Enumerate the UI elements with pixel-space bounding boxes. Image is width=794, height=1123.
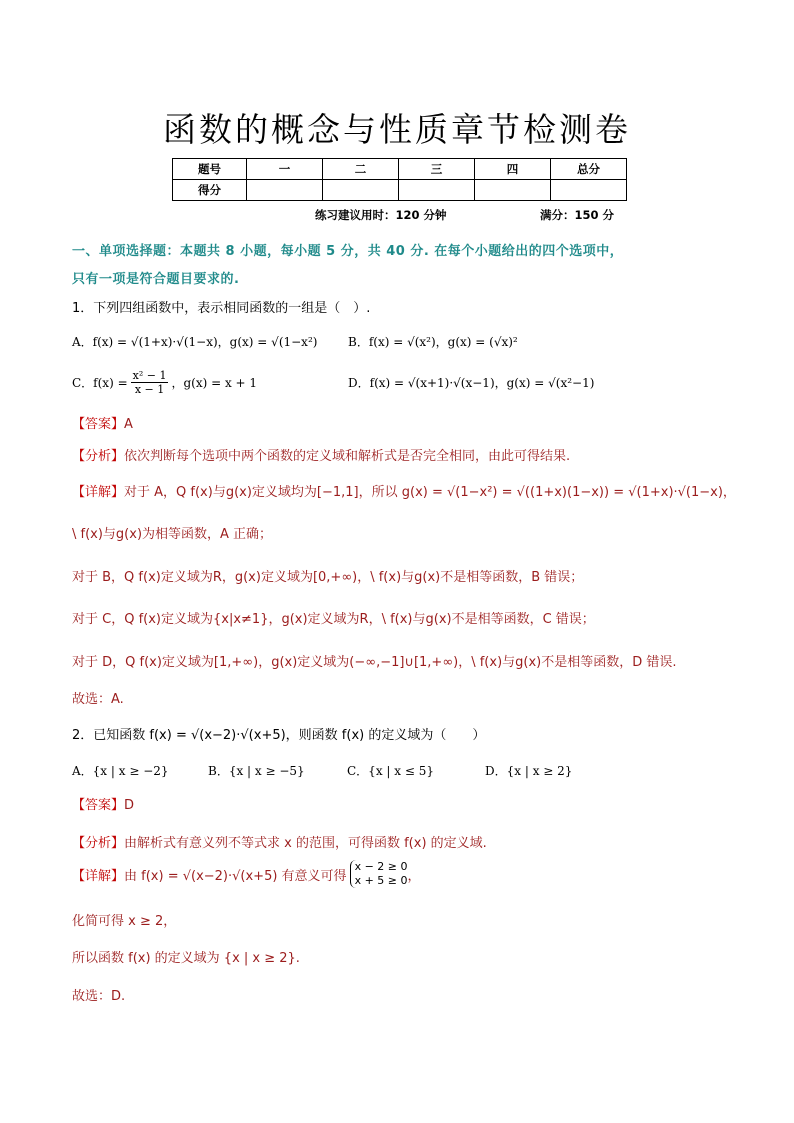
question-1-detail-line3: 对于 B，Q f(x)定义域为R，g(x)定义域为[0,+∞)，\ f(x)与g(x)不是相等函数，B 错误； (72, 570, 584, 585)
analysis-tag: 【分析】 (72, 836, 125, 851)
table-cell: 总分 (551, 159, 627, 180)
detail-text: 对于 A，Q f(x)与g(x)定义域均为[−1,1]，所以 g(x) = √(1−x²) = √((1+x)(1−x)) = √(1+x)·√(1−x)， (124, 485, 736, 500)
fraction-numerator: x² − 1 (132, 368, 167, 382)
table-cell: 三 (399, 159, 475, 180)
table-cell: 四 (475, 159, 551, 180)
question-1-answer (72, 413, 133, 432)
option-c-suffix: ，g(x) = x + 1 (171, 375, 258, 390)
question-1-option-a: A．f(x) = √(1+x)·√(1−x)，g(x) = √(1−x²) (72, 335, 318, 349)
full-score: 满分：150 分 (540, 208, 615, 222)
table-cell: 一 (247, 159, 323, 180)
answer-value: D (124, 798, 135, 813)
inequality-1: x − 2 ≥ 0 (354, 860, 408, 873)
question-1-detail-line5: 对于 D，Q f(x)定义域为[1,+∞)，g(x)定义域为(−∞,−1]∪[1,+∞)，\ f(x)与g(x)不是相等函数，D 错误. (72, 655, 677, 670)
inequality-system (350, 860, 408, 888)
option-c-prefix: C．f(x) = (72, 375, 128, 390)
detail-text: 由 f(x) = √(x−2)·√(x+5) 有意义可得 (124, 868, 347, 884)
question-1-stem: 1．下列四组函数中，表示相同函数的一组是（ ）. (72, 301, 371, 316)
question-2-conclusion: 故选：D. (72, 989, 126, 1004)
question-2-detail (72, 860, 421, 888)
question-2-option-d: D．{x | x ≥ 2} (485, 764, 573, 778)
question-1-detail-line4: 对于 C，Q f(x)定义域为{x|x≠1}，g(x)定义域为R，\ f(x)与g(x)不是相等函数，C 错误； (72, 612, 595, 627)
question-1-analysis (72, 445, 570, 464)
table-cell (323, 180, 399, 201)
suggested-time: 练习建议用时：120 分钟 (315, 208, 447, 222)
question-2-option-c: C．{x | x ≤ 5} (347, 764, 434, 778)
question-2-answer (72, 794, 134, 813)
question-1-detail-line1 (72, 481, 736, 500)
inequality-2: x + 5 ≥ 0 (354, 874, 408, 887)
score-table (172, 158, 627, 201)
score-table-score-row (173, 180, 627, 201)
table-cell (399, 180, 475, 201)
analysis-text: 由解析式有意义列不等式求 x 的范围，可得函数 f(x) 的定义域. (124, 836, 487, 851)
analysis-text: 依次判断每个选项中两个函数的定义域和解析式是否完全相同，由此可得结果. (124, 449, 571, 464)
table-cell (247, 180, 323, 201)
detail-tag: 【详解】 (72, 868, 125, 884)
analysis-tag: 【分析】 (72, 449, 125, 464)
section-heading-line1: 一、单项选择题：本题共 8 小题，每小题 5 分，共 40 分. 在每个小题给出的四个选项中， (72, 244, 624, 259)
option-c-fraction (131, 369, 169, 396)
question-1-conclusion: 故选：A. (72, 692, 124, 707)
question-1-option-d: D．f(x) = √(x+1)·√(x−1)，g(x) = √(x²−1) (348, 376, 595, 390)
detail-suffix: ， (407, 868, 421, 884)
table-cell: 得分 (173, 180, 247, 201)
question-1-detail-line2: \ f(x)与g(x)为相等函数，A 正确； (72, 527, 273, 542)
answer-value: A (124, 417, 133, 432)
score-table-header-row (173, 159, 627, 180)
detail-tag: 【详解】 (72, 485, 125, 500)
answer-tag: 【答案】 (72, 417, 125, 432)
table-cell (475, 180, 551, 201)
question-2-simplify: 化简可得 x ≥ 2， (72, 914, 177, 929)
question-1-option-b: B．f(x) = √(x²)，g(x) = (√x)² (348, 335, 518, 349)
question-2-analysis (72, 832, 487, 851)
question-2-stem: 2．已知函数 f(x) = √(x−2)·√(x+5)，则函数 f(x) 的定义域为（ ） (72, 728, 486, 743)
fraction-denominator: x − 1 (134, 382, 165, 396)
table-cell (551, 180, 627, 201)
page-title: 函数的概念与性质章节检测卷 (163, 110, 631, 149)
question-2-domain: 所以函数 f(x) 的定义域为 {x | x ≥ 2}. (72, 951, 300, 966)
table-cell: 二 (323, 159, 399, 180)
question-1-option-c (72, 367, 257, 397)
answer-tag: 【答案】 (72, 798, 125, 813)
section-heading-line2: 只有一项是符合题目要求的. (72, 272, 240, 287)
question-2-option-a: A．{x | x ≥ −2} (72, 764, 169, 778)
table-cell: 题号 (173, 159, 247, 180)
question-2-option-b: B．{x | x ≥ −5} (208, 764, 305, 778)
